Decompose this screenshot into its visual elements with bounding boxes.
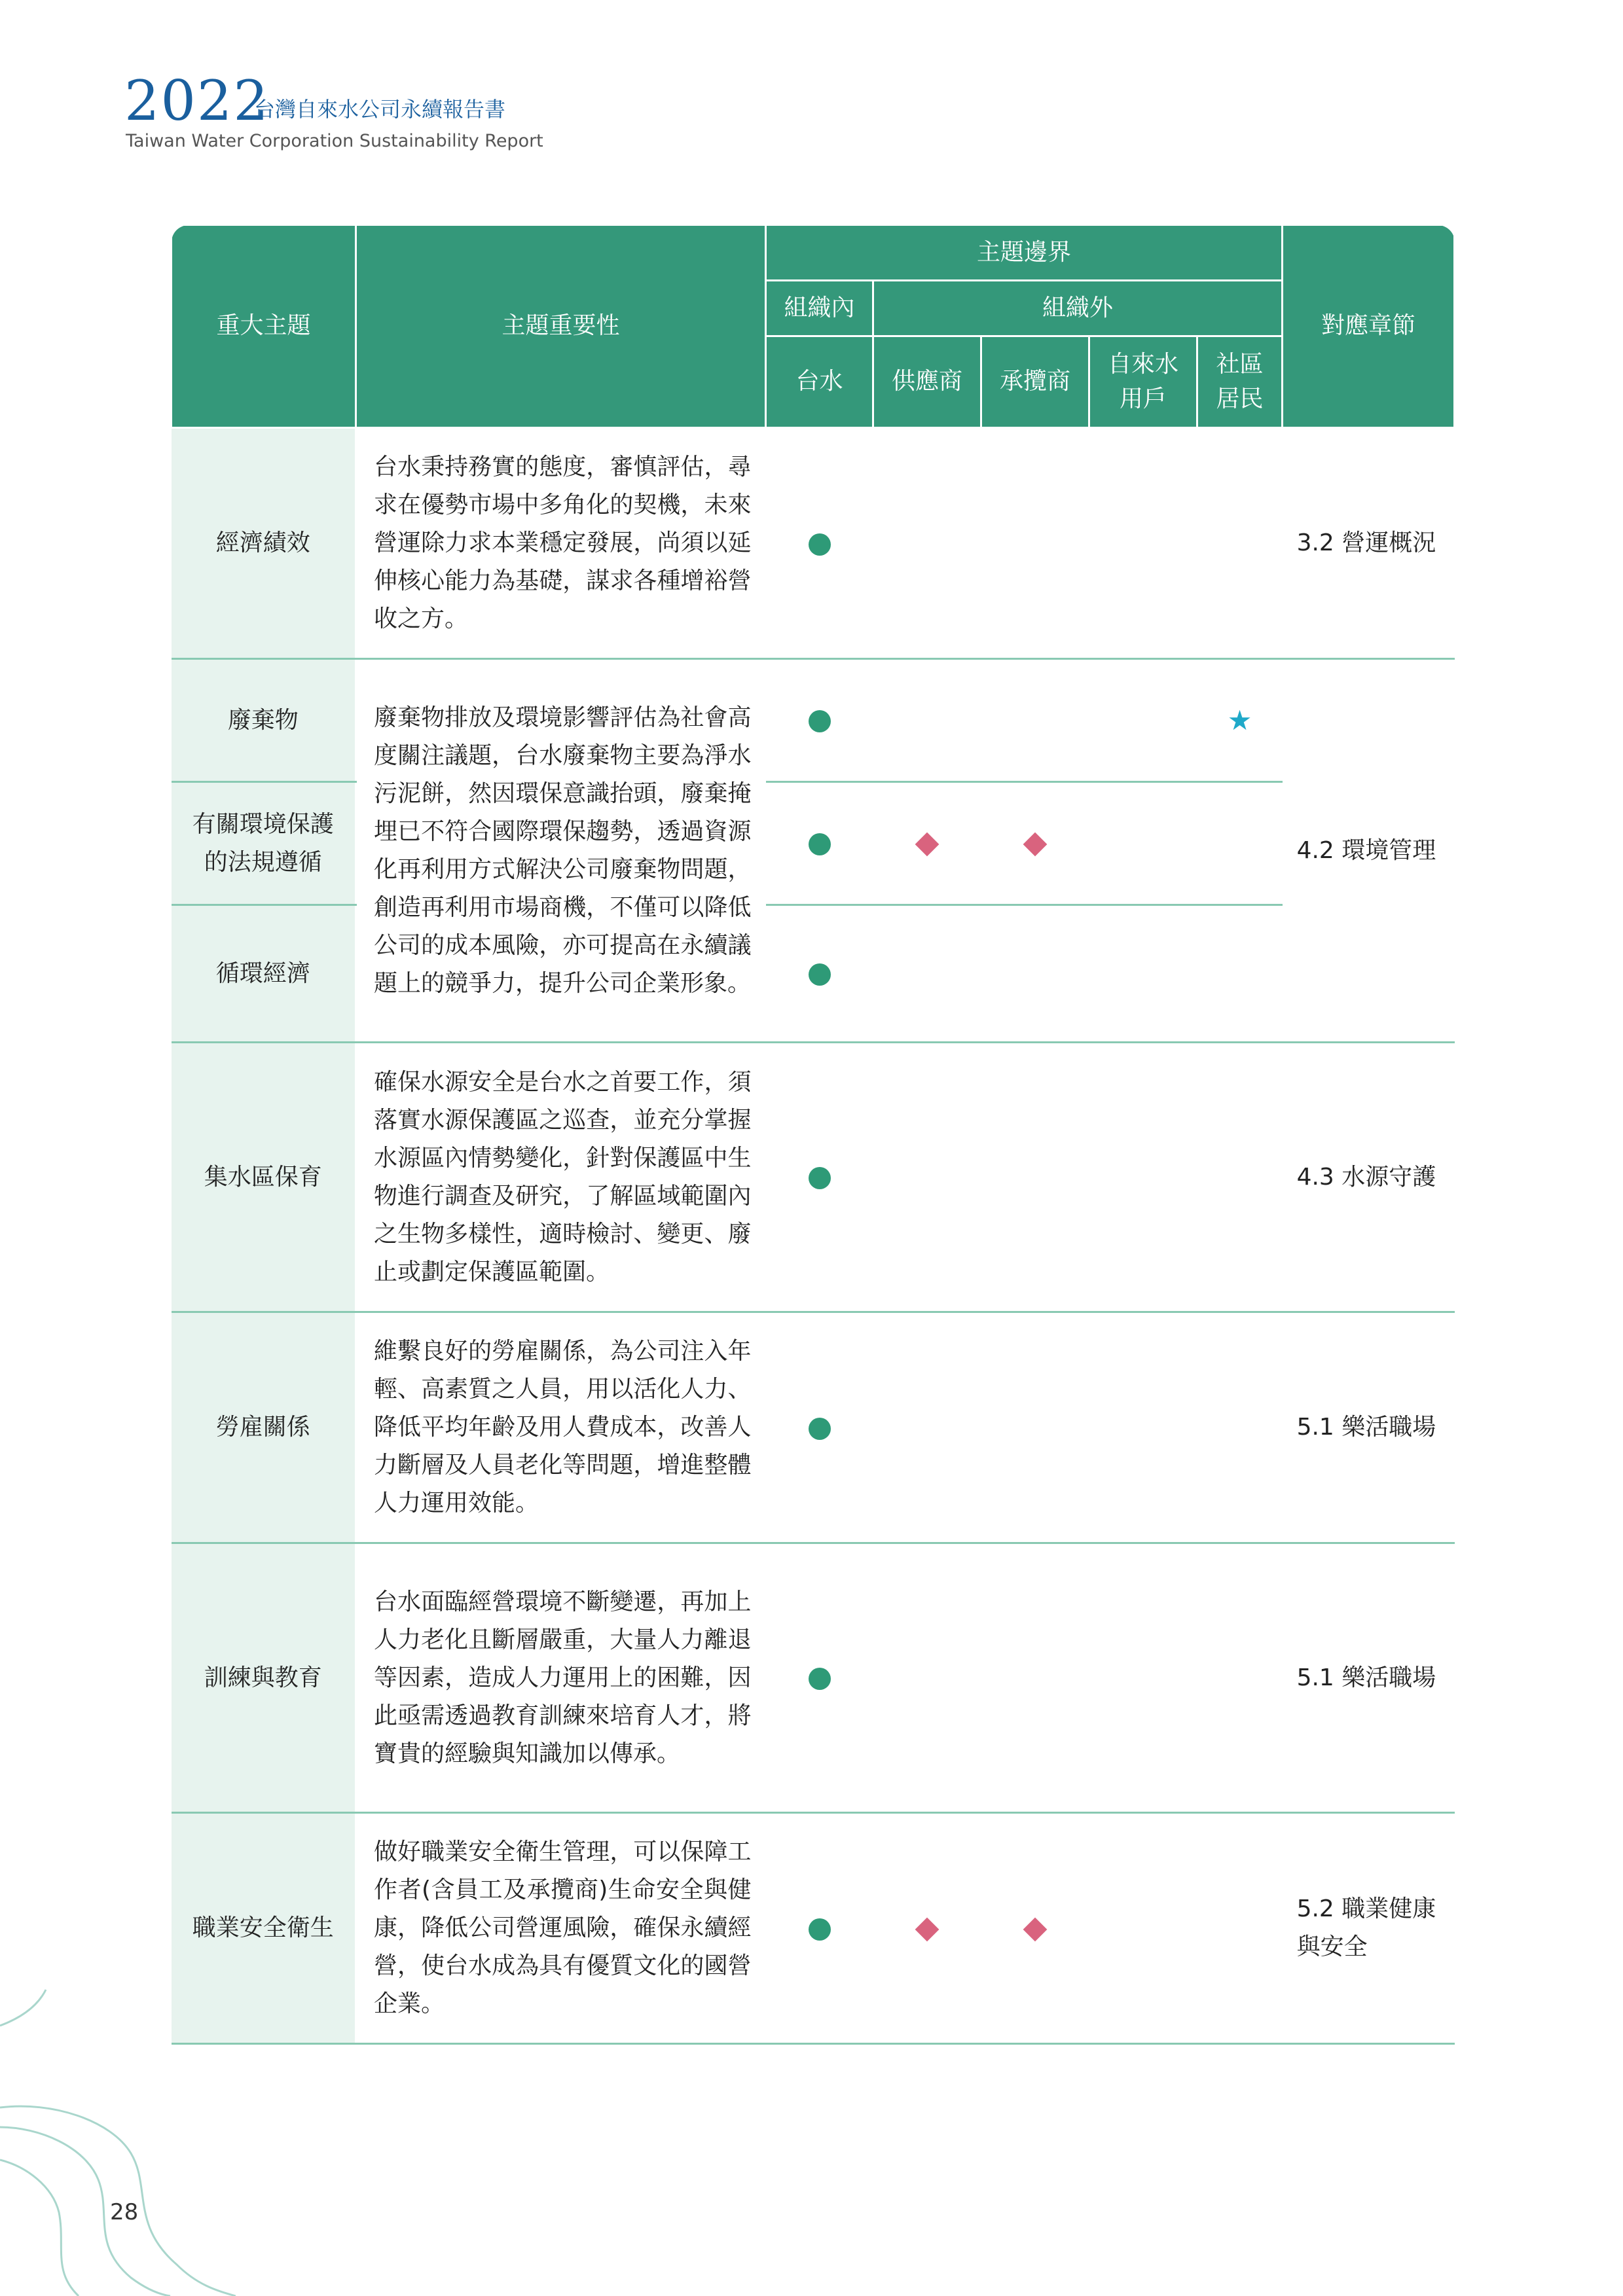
header-importance: 主題重要性 [356,225,766,428]
header-outside: 組織外 [873,281,1283,336]
chapter-cell: 5.2 職業健康 與安全 [1283,1813,1455,2044]
topic-cell: 職業安全衛生 [172,1813,356,2044]
table-row [172,659,1455,782]
circle-marker-icon [809,1167,831,1189]
star-marker-icon: ★ [1227,704,1252,736]
header-topic: 重大主題 [172,225,356,428]
table-row [172,1813,1455,2044]
diamond-marker-icon [915,833,939,857]
material-topics-table [170,224,1455,2045]
circle-marker-icon [809,533,831,556]
topic-cell: 訓練與教育 [172,1543,356,1813]
header-supplier: 供應商 [873,336,981,428]
importance-cell: 台水秉持務實的態度，審慎評估，尋求在優勢市場中多角化的契機，未來營運除力求本業穩定發展，尚須以延伸核心能力為基礎，謀求各種增裕營收之方。 [356,428,766,659]
circle-marker-icon [809,1668,831,1690]
diamond-marker-icon [915,1917,939,1941]
topic-cell: 集水區保育 [172,1043,356,1312]
circle-marker-icon [809,833,831,855]
header-boundary: 主題邊界 [766,225,1283,281]
importance-cell: 確保水源安全是台水之首要工作，須落實水源保護區之巡查，並充分掌握水源區內情勢變化，針對保護區中生物進行調查及研究，了解區域範圍內之生物多樣性，適時檢討、變更、廢止或劃定保護區範圍。 [356,1043,766,1312]
table-row [172,428,1455,659]
report-title-en: Taiwan Water Corporation Sustainability Report [126,131,543,151]
header-inside: 組織內 [766,281,873,336]
header-chapter: 對應章節 [1283,225,1455,428]
table-row [172,1312,1455,1543]
chapter-cell: 5.1 樂活職場 [1283,1312,1455,1543]
header-taiwater: 台水 [766,336,873,428]
chapter-cell: 5.1 樂活職場 [1283,1543,1455,1813]
report-title-zh: 台灣自來水公司永續報告書 [254,97,506,122]
table-row [172,1043,1455,1312]
circle-marker-icon [809,1418,831,1440]
importance-cell: 做好職業安全衛生管理，可以保障工作者(含員工及承攬商)生命安全與健康，降低公司營運風險，確保永續經營，使台水成為具有優質文化的國營企業。 [356,1813,766,2044]
mark-cell [766,428,873,659]
circle-marker-icon [809,1918,831,1941]
chapter-cell: 4.2 環境管理 [1283,659,1455,1043]
page-number: 28 [110,2199,139,2225]
header-community-resident: 社區 居民 [1197,336,1283,428]
topic-cell: 有關環境保護 的法規遵循 [172,782,356,905]
topic-cell: 廢棄物 [172,659,356,782]
chapter-cell: 3.2 營運概況 [1283,428,1455,659]
chapter-cell: 4.3 水源守護 [1283,1043,1455,1312]
report-year: 2022 [124,69,270,133]
header-contractor: 承攬商 [981,336,1089,428]
topic-cell: 循環經濟 [172,905,356,1043]
header-water-user: 自來水 用戶 [1089,336,1197,428]
table-row [172,1543,1455,1813]
circle-marker-icon [809,710,831,732]
importance-cell: 廢棄物排放及環境影響評估為社會高度關注議題，台水廢棄物主要為淨水污泥餅，然因環保意識抬頭，廢棄掩埋已不符合國際環保趨勢，透過資源化再利用方式解決公司廢棄物問題，創造再利用市場商機，不僅可以降低公司的成本風險，亦可提高在永續議題上的競爭力，提升公司企業形象。 [356,659,766,1043]
wave-decoration [0,1964,236,2296]
importance-cell: 台水面臨經營環境不斷變遷，再加上人力老化且斷層嚴重，大量人力離退等因素，造成人力運用上的困難，因此亟需透過教育訓練來培育人才，將寶貴的經驗與知識加以傳承。 [356,1543,766,1813]
importance-cell: 維繫良好的勞雇關係，為公司注入年輕、高素質之人員，用以活化人力、降低平均年齡及用人費成本，改善人力斷層及人員老化等問題，增進整體人力運用效能。 [356,1312,766,1543]
diamond-marker-icon [1023,833,1048,857]
topic-cell: 勞雇關係 [172,1312,356,1543]
diamond-marker-icon [1023,1917,1048,1941]
circle-marker-icon [809,963,831,986]
topic-cell: 經濟績效 [172,428,356,659]
